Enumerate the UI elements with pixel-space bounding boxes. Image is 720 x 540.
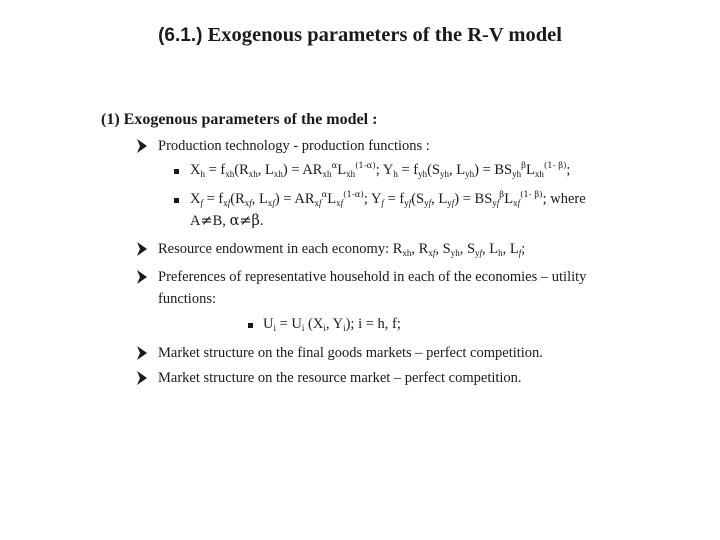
bullet-production-technology: Production technology - production functions : <box>158 138 430 154</box>
utility-index-text: i = h, f; <box>358 316 401 332</box>
arrow-bullet-icon <box>137 242 147 256</box>
formula-home-production: $X_h = f_{xh}(R_{xh}$, $L_{xh}) = AR_{xh}^\alpha L_{xh}^{(1-\alpha)}$; $Y_h = f_{yh}(S_{yh}$, $L_{yh}) = BS_{yh}^\beta L_{xh}^{(1- \beta)}$; <box>190 161 571 179</box>
bullet-resource-market: Market structure on the resource market – perfect competition. <box>158 370 522 386</box>
title-number: (6.1.) <box>158 25 203 46</box>
bullet-preferences: Preferences of representative household in each of the economies – utility <box>158 269 587 285</box>
title-text: Exogenous parameters of the R-V model <box>202 24 562 46</box>
bullet-resource-endowment: Resource endowment in each economy: $R_{xh}$, $R_{xf}$, $S_{yh}$, $S_{yf}$, $L_h$, $L_f$; <box>158 241 526 258</box>
page-title <box>0 24 720 47</box>
formula-utility: $U_i = U_i$ ($X_i$, $Y_i$); i = h, f; <box>263 316 401 333</box>
section-subheading: (1) Exogenous parameters of the model : <box>101 111 378 128</box>
bullet-final-goods-market: Market structure on the final goods markets – perfect competition. <box>158 345 543 361</box>
arrow-bullet-icon <box>137 346 147 360</box>
formula-foreign-production: $X_f = f_{xf}(R_{xf}$, $L_{xf}) = AR_{xf}^\alpha L_{xf}^{(1-\alpha)}$; $Y_f = f_{yf}(S_{yf}$, $L_{yf}) = BS_{yf}^\beta L_{xf}^{(1- \beta)}$; where <box>190 190 586 208</box>
arrow-bullet-icon <box>137 270 147 284</box>
bullet-resource-endowment-label: Resource endowment in each economy: <box>158 241 390 257</box>
arrow-bullet-icon <box>137 371 147 385</box>
bullet-preferences-continued: functions: <box>158 291 216 307</box>
where-text: ; where <box>542 191 586 207</box>
arrow-bullet-icon <box>137 139 147 153</box>
formula-inequalities: A≠B, α≠β. <box>190 213 264 229</box>
square-bullet-icon <box>174 169 179 174</box>
square-bullet-icon <box>174 198 179 203</box>
square-bullet-icon <box>248 323 253 328</box>
